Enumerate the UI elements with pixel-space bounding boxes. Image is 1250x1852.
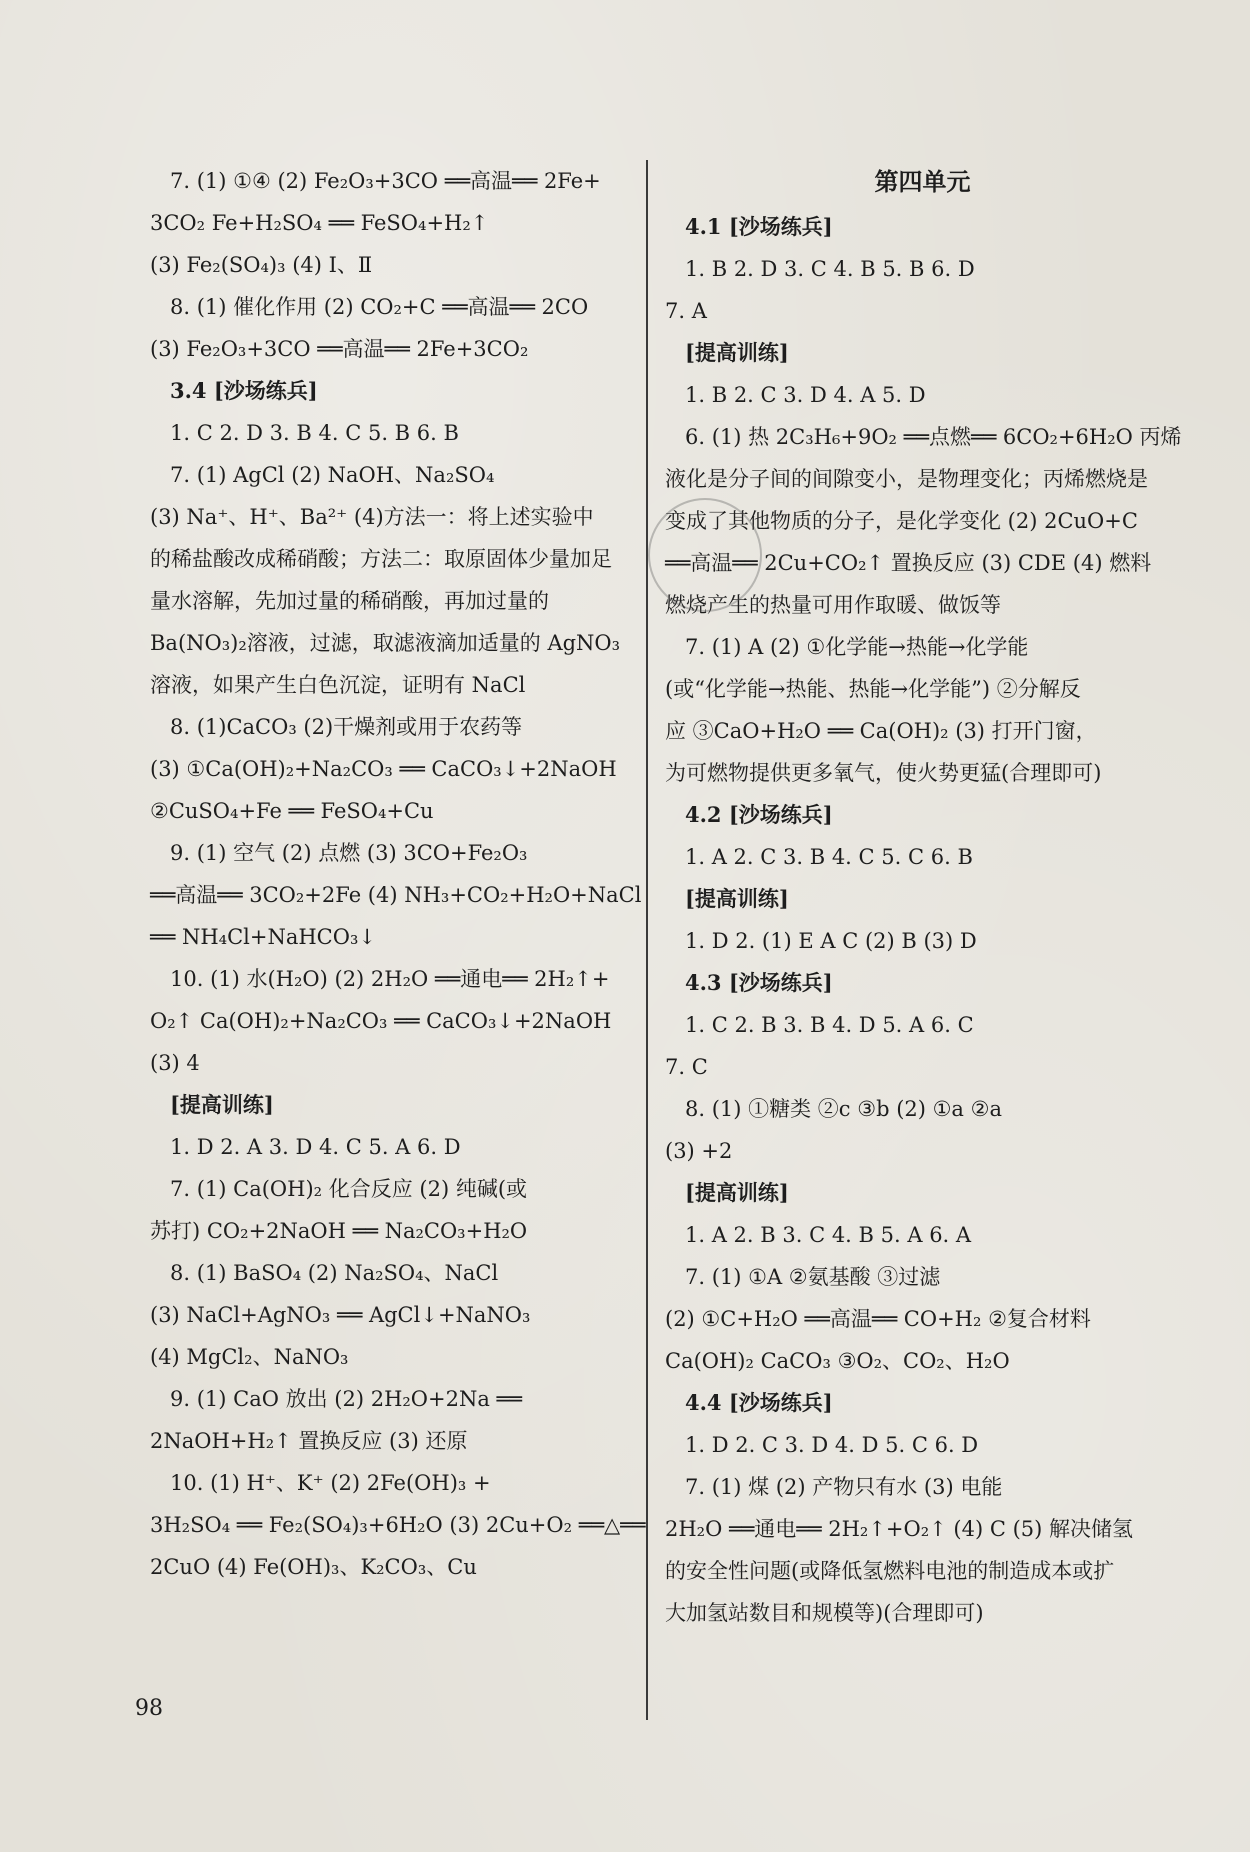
column-divider	[646, 160, 648, 1720]
right-line: 7. (1) ①A ②氨基酸 ③过滤	[685, 1265, 941, 1289]
right-line: 7. C	[665, 1055, 708, 1079]
right-line: [提高训练]	[685, 340, 789, 365]
left-column	[150, 160, 646, 1588]
right-line: (2) ①C+H₂O ══高温══ CO+H₂ ②复合材料	[665, 1307, 1091, 1331]
right-line: 燃烧产生的热量可用作取暖、做饭等	[665, 593, 1001, 617]
left-line: 3.4 [沙场练兵]	[170, 378, 318, 403]
right-line: (3) +2	[665, 1139, 733, 1163]
right-line: 8. (1) ①糖类 ②c ③b (2) ①a ②a	[685, 1097, 1002, 1121]
left-line: 3H₂SO₄ ══ Fe₂(SO₄)₃+6H₂O (3) 2Cu+O₂ ══△══	[150, 1513, 646, 1537]
right-line: 4.1 [沙场练兵]	[685, 214, 833, 239]
left-line: ══ NH₄Cl+NaHCO₃↓	[150, 925, 376, 949]
left-line: (3) 4	[150, 1051, 200, 1075]
left-line: 9. (1) 空气 (2) 点燃 (3) 3CO+Fe₂O₃	[170, 841, 528, 865]
right-line: 的安全性问题(或降低氢燃料电池的制造成本或扩	[665, 1559, 1115, 1583]
right-line: 7. (1) A (2) ①化学能→热能→化学能	[685, 635, 1029, 659]
left-line: 的稀盐酸改成稀硝酸；方法二：取原固体少量加足	[150, 547, 612, 571]
page-number: 98	[135, 1696, 163, 1721]
right-line: 1. C 2. B 3. B 4. D 5. A 6. C	[685, 1013, 974, 1037]
right-line: 应 ③CaO+H₂O ══ Ca(OH)₂ (3) 打开门窗，	[665, 719, 1097, 743]
right-line: 1. D 2. C 3. D 4. D 5. C 6. D	[685, 1433, 979, 1457]
right-line: 7. (1) 煤 (2) 产物只有水 (3) 电能	[685, 1475, 1003, 1499]
left-line: 10. (1) 水(H₂O) (2) 2H₂O ══通电══ 2H₂↑+	[170, 967, 610, 991]
left-line: 10. (1) H⁺、K⁺ (2) 2Fe(OH)₃ +	[170, 1471, 491, 1495]
left-line: 1. D 2. A 3. D 4. C 5. A 6. D	[170, 1135, 461, 1159]
left-line: 9. (1) CaO 放出 (2) 2H₂O+2Na ══	[170, 1387, 522, 1411]
right-line: 4.2 [沙场练兵]	[685, 802, 833, 827]
right-line: 1. B 2. D 3. C 4. B 5. B 6. D	[685, 257, 975, 281]
right-line: 4.4 [沙场练兵]	[685, 1390, 833, 1415]
left-line: ══高温══ 3CO₂+2Fe (4) NH₃+CO₂+H₂O+NaCl	[150, 883, 642, 907]
right-line: 6. (1) 热 2C₃H₆+9O₂ ══点燃══ 6CO₂+6H₂O 丙烯	[685, 425, 1182, 449]
right-line: 1. A 2. C 3. B 4. C 5. C 6. B	[685, 845, 973, 869]
left-line: (3) ①Ca(OH)₂+Na₂CO₃ ══ CaCO₃↓+2NaOH	[150, 757, 617, 781]
right-line: [提高训练]	[685, 886, 789, 911]
stamp-watermark	[648, 498, 762, 612]
right-line: 7. A	[665, 299, 707, 323]
left-line: 8. (1)CaCO₃ (2)干燥剂或用于农药等	[170, 715, 523, 739]
right-line: [提高训练]	[685, 1180, 789, 1205]
right-line: 大加氢站数目和规模等)(合理即可)	[665, 1601, 984, 1625]
left-line: [提高训练]	[170, 1092, 274, 1117]
left-line: O₂↑ Ca(OH)₂+Na₂CO₃ ══ CaCO₃↓+2NaOH	[150, 1009, 612, 1033]
left-line: 溶液，如果产生白色沉淀，证明有 NaCl	[150, 673, 526, 697]
left-line: (3) Fe₂O₃+3CO ══高温══ 2Fe+3CO₂	[150, 337, 529, 361]
right-line: 1. B 2. C 3. D 4. A 5. D	[685, 383, 926, 407]
right-line: 1. D 2. (1) E A C (2) B (3) D	[685, 929, 977, 953]
right-line: ══高温══ 2Cu+CO₂↑ 置换反应 (3) CDE (4) 燃料	[665, 551, 1152, 575]
left-line: ②CuSO₄+Fe ══ FeSO₄+Cu	[150, 799, 434, 823]
right-line: 4.3 [沙场练兵]	[685, 970, 833, 995]
left-line: 1. C 2. D 3. B 4. C 5. B 6. B	[170, 421, 459, 445]
right-line: Ca(OH)₂ CaCO₃ ③O₂、CO₂、H₂O	[665, 1349, 1010, 1373]
right-column	[665, 160, 1180, 1634]
right-line: 1. A 2. B 3. C 4. B 5. A 6. A	[685, 1223, 972, 1247]
left-line: Ba(NO₃)₂溶液，过滤，取滤液滴加适量的 AgNO₃	[150, 631, 621, 655]
left-line: 苏打) CO₂+2NaOH ══ Na₂CO₃+H₂O	[150, 1219, 528, 1243]
left-line: 7. (1) AgCl (2) NaOH、Na₂SO₄	[170, 463, 495, 487]
left-line: (4) MgCl₂、NaNO₃	[150, 1345, 349, 1369]
right-line: 第四单元	[874, 167, 971, 196]
right-line: 液化是分子间的间隙变小，是物理变化；丙烯燃烧是	[665, 467, 1148, 491]
left-line: 8. (1) BaSO₄ (2) Na₂SO₄、NaCl	[170, 1261, 499, 1285]
left-line: 2CuO (4) Fe(OH)₃、K₂CO₃、Cu	[150, 1555, 477, 1579]
left-line: (3) Na⁺、H⁺、Ba²⁺ (4)方法一：将上述实验中	[150, 505, 594, 529]
left-line: 3CO₂ Fe+H₂SO₄ ══ FeSO₄+H₂↑	[150, 211, 489, 235]
right-line: 2H₂O ══通电══ 2H₂↑+O₂↑ (4) C (5) 解决储氢	[665, 1517, 1134, 1541]
left-line: 2NaOH+H₂↑ 置换反应 (3) 还原	[150, 1429, 468, 1453]
left-line: (3) NaCl+AgNO₃ ══ AgCl↓+NaNO₃	[150, 1303, 531, 1327]
left-line: 8. (1) 催化作用 (2) CO₂+C ══高温══ 2CO	[170, 295, 589, 319]
right-line: (或“化学能→热能、热能→化学能”) ②分解反	[665, 677, 1081, 701]
left-line: (3) Fe₂(SO₄)₃ (4) Ⅰ、Ⅱ	[150, 253, 373, 277]
left-line: 7. (1) ①④ (2) Fe₂O₃+3CO ══高温══ 2Fe+	[170, 169, 601, 193]
left-line: 量水溶解，先加过量的稀硝酸，再加过量的	[150, 589, 549, 613]
right-line: 变成了其他物质的分子，是化学变化 (2) 2CuO+C	[665, 509, 1138, 533]
left-line: 7. (1) Ca(OH)₂ 化合反应 (2) 纯碱(或	[170, 1177, 528, 1201]
right-line: 为可燃物提供更多氧气，使火势更猛(合理即可)	[665, 761, 1102, 785]
